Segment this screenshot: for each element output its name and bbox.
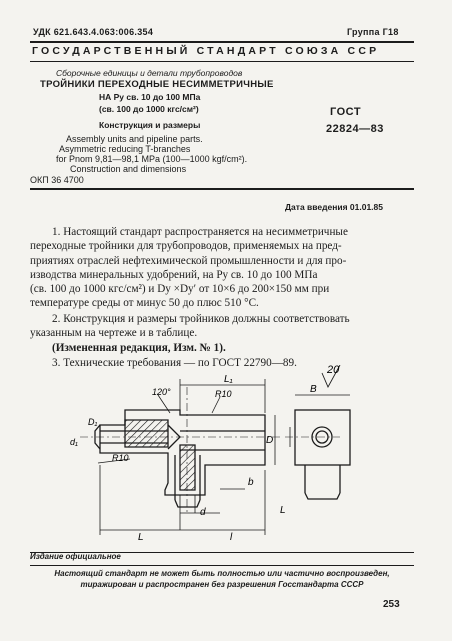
top-rule (30, 41, 414, 43)
amendment-note: (Измененная редакция, Изм. № 1). (52, 342, 226, 355)
label-D1: D₁ (88, 417, 98, 427)
copyright-notice-1: Настоящий стандарт не может быть полностью или частично воспроизведен, (54, 569, 390, 578)
label-B: B (310, 384, 317, 395)
title-line-4: Конструкция и размеры (99, 120, 201, 130)
paragraph-1-line: переходные тройники для трубопроводов, применяемых на пред- (30, 240, 342, 253)
label-d1: d₁ (70, 437, 78, 447)
okp-code: ОКП 36 4700 (30, 175, 84, 185)
paragraph-2-line: указанным на чертеже и в таблице. (30, 327, 198, 340)
label-D: D (266, 435, 274, 446)
paragraph-1-line: изводства минеральных удобрений, на Pу св. 10 до 100 МПа (30, 268, 318, 281)
header-rule (30, 61, 414, 62)
title-rule (30, 188, 414, 190)
label-angle: 120° (152, 387, 171, 397)
english-line-2: Asymmetric reducing T-branches (59, 144, 191, 154)
gost-label: ГОСТ (330, 106, 362, 118)
paragraph-2-line: 2. Конструкция и размеры тройников должны соответствовать (52, 312, 350, 325)
paragraph-1-line: 1. Настоящий стандарт распространяется на несимметричные (52, 226, 348, 238)
english-line-3: for Pnom 9,81—98,1 MPa (100—1000 kgf/cm²). (56, 154, 248, 164)
roughness-mark: 20 (327, 365, 340, 376)
label-radius-top: R10 (215, 389, 232, 399)
group-code: Группа Г18 (347, 27, 399, 37)
label-radius-left: R10 (112, 453, 129, 463)
body-text (30, 225, 414, 370)
edition-label: Издание официальное (30, 552, 121, 561)
title-line-2: НА Pу св. 10 до 100 МПа (99, 92, 201, 102)
intro-date: Дата введения 01.01.85 (285, 202, 383, 212)
english-line-1: Assembly units and pipeline parts. (66, 134, 203, 144)
english-line-4: Construction and dimensions (70, 164, 187, 174)
paragraph-1-line: приятиях отраслей нефтехимической промышленности и для про- (30, 254, 347, 267)
label-L-bottom: L (138, 532, 144, 543)
side-view-block (295, 410, 350, 465)
title-line-3: (св. 100 до 1000 кгс/см²) (99, 104, 199, 114)
footer-rule-2 (30, 565, 414, 566)
section-hatch-branch (180, 445, 195, 490)
paragraph-1-line: температуре среды от минус 50 до плюс 510 °С. (30, 297, 259, 310)
title-line-1: ТРОЙНИКИ ПЕРЕХОДНЫЕ НЕСИММЕТРИЧНЫЕ (40, 79, 274, 90)
category: Сборочные единицы и детали трубопроводов (56, 68, 243, 78)
label-b: b (248, 477, 254, 488)
label-l: l (230, 532, 233, 543)
paragraph-1-line: (св. 100 до 1000 кгс/см²) и Dу ×Dу′ от 10×6 до 200×150 мм при (30, 283, 330, 296)
gost-number: 22824—83 (326, 123, 384, 135)
paragraph-3: 3. Технические требования — по ГОСТ 22790—89. (52, 356, 297, 369)
label-L1: L₁ (224, 374, 233, 385)
label-d-branch: d (200, 507, 206, 518)
udc-code: УДК 621.643.4.063:006.354 (33, 27, 154, 37)
standard-name: ГОСУДАРСТВЕННЫЙ СТАНДАРТ СОЮЗА ССР (32, 45, 380, 57)
copyright-notice-2: тиражирован и распространен без разрешения Госстандарта СССР (80, 580, 364, 589)
tee-drawing (40, 365, 420, 550)
label-L-right: L (280, 505, 286, 516)
page-number: 253 (383, 599, 400, 610)
